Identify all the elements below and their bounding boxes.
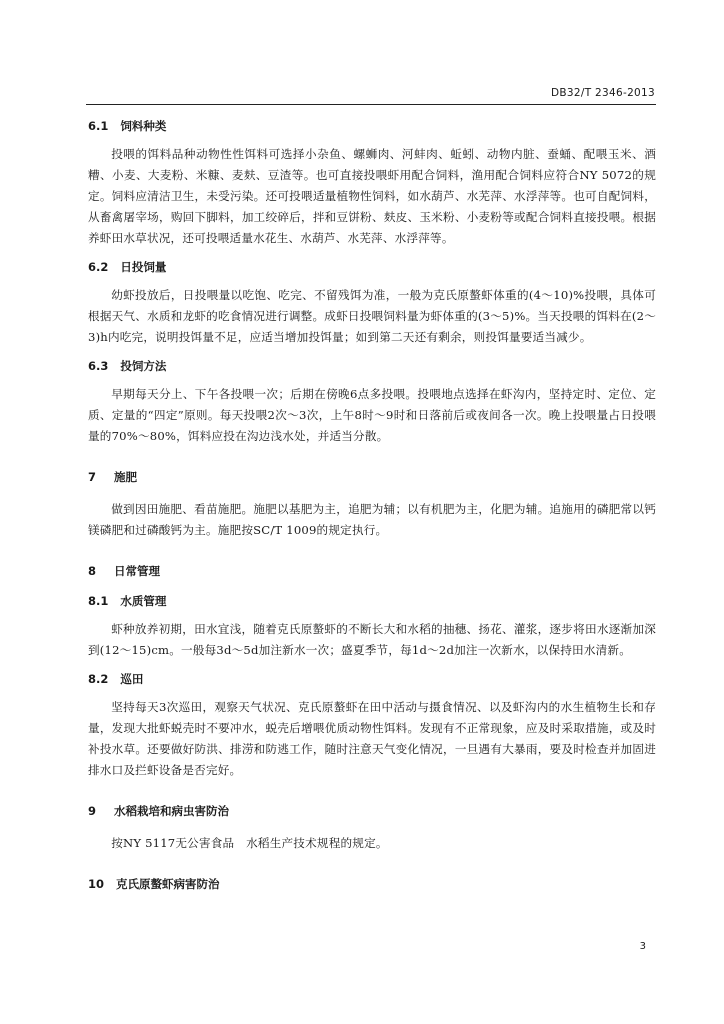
section-number: 6.3 — [88, 359, 109, 373]
paragraph: 坚持每天3次巡田，观察天气状况、克氏原螯虾在田中活动与摄食情况、以及虾沟内的水生植物生长和存量，发现大批虾蜕壳时不要冲水，蜕壳后增喂优质动物性饵料。发现有不正常现象，应及时采取措施，或及时补投水草。还要做好防洪、排涝和防逃工作，随时注意天气变化情况，一旦遇有大暴雨，要及时检查并加固进排水口及拦虾设备是否完好。 — [88, 700, 656, 777]
section-number: 8.1 — [88, 594, 109, 608]
section-heading — [88, 259, 656, 275]
section-number: 10 — [88, 877, 105, 891]
paragraph: 早期每天分上、下午各投喂一次；后期在傍晚6点多投喂。投喂地点选择在虾沟内，坚持定时、定位、定质、定量的“四定”原则。每天投喂2次～3次，上午8时～9时和日落前后或夜间各一次。晚上投喂量占日投喂量的70%～80%，饵料应投在沟边浅水处，并适当分散。 — [88, 387, 656, 443]
section-title: 水质管理 — [120, 594, 167, 608]
paragraph: 投喂的饵料品种动物性性饵料可选择小杂鱼、螺蛳肉、河蚌肉、蚯蚓、动物内脏、蚕蛹、配喂玉米、酒糟、小麦、大麦粉、米糠、麦麸、豆渣等。也可直接投喂虾用配合饲料，渔用配合饲料应符合NY 5072的规定。饲料应清洁卫生，未受污染。还可投喂适量植物性饲料，如水葫芦、水芜萍、水浮萍等。也可自配饲料，从畜禽屠宰场，购回下脚料，加工绞碎后，拌和豆饼粉、麸皮、玉米粉、小麦粉等或配合饲料直接投喂。根据养虾田水草状况，还可投喂适量水花生、水葫芦、水芜萍、水浮萍等。 — [88, 147, 656, 245]
header-divider — [86, 104, 656, 105]
section-title: 巡田 — [120, 672, 144, 686]
section-heading — [88, 593, 656, 609]
section-title: 施肥 — [114, 470, 137, 484]
section-title: 日常管理 — [114, 564, 160, 578]
section-title: 饲料种类 — [120, 119, 167, 133]
section-title: 克氏原螯虾病害防治 — [116, 877, 220, 891]
section-title: 投饲方法 — [120, 359, 167, 373]
section-heading — [88, 118, 656, 134]
section-number: 6.2 — [88, 260, 109, 274]
paragraph: 幼虾投放后，日投喂量以吃饱、吃完、不留残饵为准，一般为克氏原螯虾体重的(4～10)%投喂，具体可根据天气、水质和龙虾的吃食情况进行调整。成虾日投喂饲料量为虾体重的(3～5)%。当天投喂的饵料在(2～3)h内吃完，说明投饵量不足，应适当增加投饵量；如到第二天还有剩余，则投饵量要适当减少。 — [88, 288, 656, 344]
page-number: 3 — [639, 941, 646, 952]
section-heading — [88, 671, 656, 687]
section-number: 9 — [88, 804, 97, 818]
paragraph: 按NY 5117无公害食品 水稻生产技术规程的规定。 — [111, 836, 388, 850]
section-number: 8 — [88, 564, 97, 578]
section-heading — [88, 563, 656, 579]
section-heading — [88, 469, 656, 485]
section-heading — [88, 876, 656, 892]
paragraph: 做到因田施肥、看苗施肥。施肥以基肥为主，追肥为辅；以有机肥为主，化肥为辅。追施用的磷肥常以钙镁磷肥和过磷酸钙为主。施肥按SC/T 1009的规定执行。 — [88, 502, 656, 537]
document-body — [88, 118, 656, 892]
section-title: 水稻栽培和病虫害防治 — [114, 804, 229, 818]
section-number: 8.2 — [88, 672, 109, 686]
section-number: 7 — [88, 470, 97, 484]
section-number: 6.1 — [88, 119, 109, 133]
section-heading — [88, 358, 656, 374]
standard-code: DB32/T 2346-2013 — [551, 87, 655, 99]
paragraph: 虾种放养初期，田水宜浅，随着克氏原螯虾的不断长大和水稻的抽穗、扬花、灌浆，逐步将田水逐渐加深到(12～15)cm。一般每3d～5d加注新水一次；盛夏季节，每1d～2d加注一次新水，以保持田水清新。 — [88, 622, 656, 657]
section-title: 日投饲量 — [120, 260, 167, 274]
section-heading — [88, 803, 656, 819]
